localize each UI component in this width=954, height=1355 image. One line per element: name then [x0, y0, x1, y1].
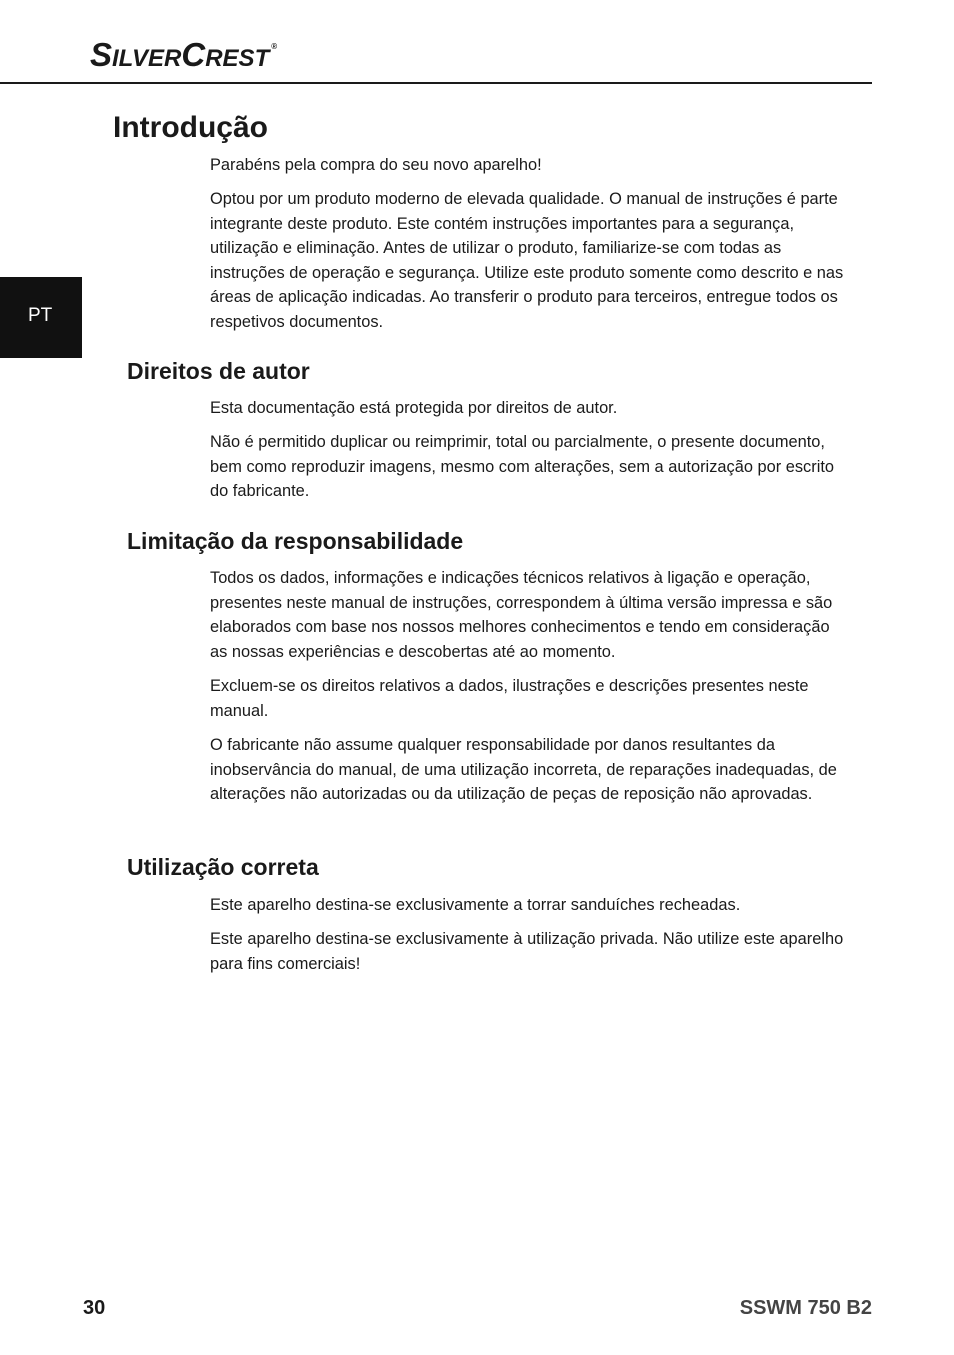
section-heading-liability: Limitação da responsabilidade — [127, 528, 464, 554]
intended-use-paragraph-1: Este aparelho destina-se exclusivamente a torrar sanduíches recheadas. — [210, 896, 741, 914]
liability-paragraph-1: Todos os dados, informações e indicações técnicos relativos à ligação e operação, presentes neste manual de instruções, correspondem à última versão impressa e são elaborados com base nos nossos melhores conhecimentos e tendo em consideração as nossas experiências e descobertas até ao momento. — [210, 569, 833, 661]
language-tab-label: PT — [28, 305, 53, 326]
copyright-paragraph-2: Não é permitido duplicar ou reimprimir, total ou parcialmente, o presente documento, bem como reproduzir imagens, mesmo com alterações, sem a autorização por escrito do fabricante. — [210, 433, 835, 501]
brand-logo — [90, 38, 277, 71]
registered-mark: ® — [271, 42, 278, 51]
section-heading-intended-use: Utilização correta — [127, 854, 319, 880]
logo-initial-s: S — [90, 36, 113, 73]
copyright-paragraph-1: Esta documentação está protegida por direitos de autor. — [210, 399, 618, 417]
liability-paragraph-2: Excluem-se os direitos relativos a dados, ilustrações e descrições presentes neste manual. — [210, 677, 809, 720]
logo-text-rest: REST — [205, 45, 270, 72]
intro-paragraph-1: Parabéns pela compra do seu novo aparelho! — [210, 156, 542, 174]
header-rule — [0, 82, 872, 84]
liability-paragraph-3: O fabricante não assume qualquer responsabilidade por danos resultantes da inobservância do manual, de uma utilização incorreta, de reparações inadequadas, de alterações não autorizadas ou da utilização de peças de reposição não aprovadas. — [210, 736, 837, 804]
logo-initial-c: C — [181, 36, 206, 73]
page-number: 30 — [83, 1297, 106, 1319]
page-title: Introdução — [113, 111, 268, 144]
model-number: SSWM 750 B2 — [739, 1297, 872, 1319]
intro-paragraph-2: Optou por um produto moderno de elevada qualidade. O manual de instruções é parte integrante deste produto. Este contém instruções importantes para a segurança, utilização e eliminação. Antes de utilizar o produto, familiarize-se com todas as instruções de operação e segurança. Utilize este produto somente como descrito e nas áreas de aplicação indicadas. Ao transferir o produto para terceiros, entregue todos os respetivos documentos. — [210, 190, 844, 331]
logo-text-ilver: ILVER — [112, 45, 182, 72]
intended-use-paragraph-2: Este aparelho destina-se exclusivamente à utilização privada. Não utilize este aparelho para fins comerciais! — [210, 930, 844, 973]
language-tab — [0, 277, 82, 358]
section-heading-copyright: Direitos de autor — [127, 358, 310, 384]
